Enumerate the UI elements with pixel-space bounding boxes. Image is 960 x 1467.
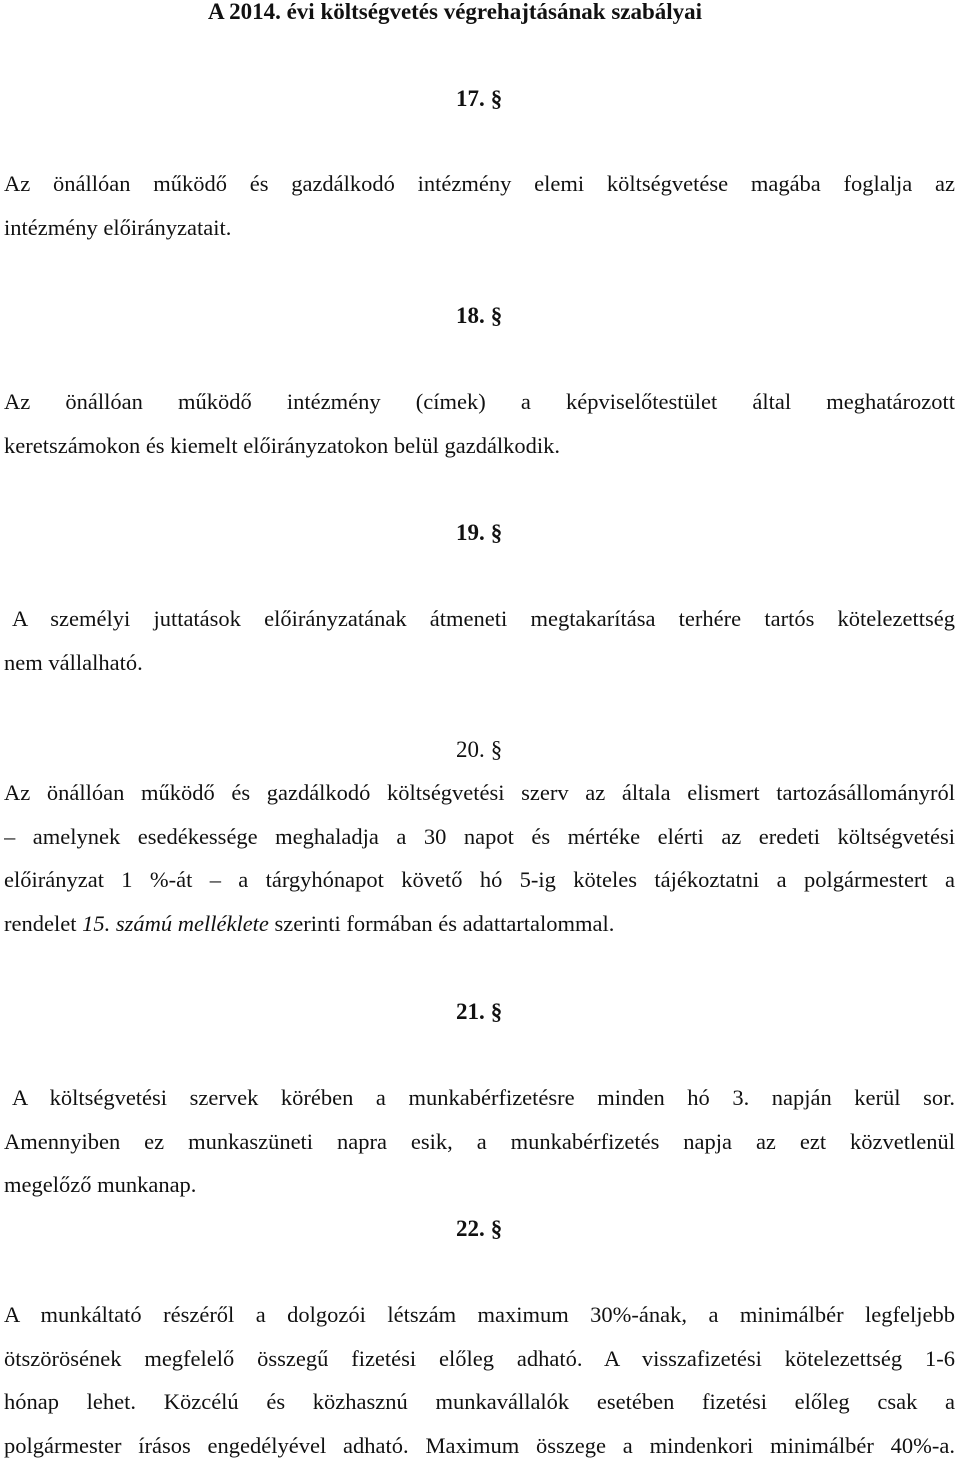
- section-body-17: [4, 162, 955, 249]
- body-line: megelőző munkanap.: [4, 1163, 955, 1207]
- body-line: hónap lehet. Közcélú és közhasznú munkavállalók esetében fizetési előleg csak a: [4, 1380, 955, 1424]
- annex-reference: 15. számú melléklete: [82, 911, 269, 936]
- paragraph-symbol: §: [491, 303, 503, 328]
- body-line-last: [4, 902, 955, 946]
- section-number: 18.: [456, 303, 485, 328]
- paragraph-symbol: §: [491, 1216, 503, 1241]
- section-heading-22: [456, 1215, 502, 1243]
- body-line: A munkáltató részéről a dolgozói létszám maximum 30%-ának, a minimálbér legfeljebb: [4, 1293, 955, 1337]
- section-number: 21.: [456, 999, 485, 1024]
- paragraph-symbol: §: [491, 520, 503, 545]
- body-line: – amelynek esedékessége meghaladja a 30 napot és mértéke elérti az eredeti költségvetési: [4, 815, 955, 859]
- section-body-20: [4, 771, 955, 945]
- paragraph-symbol: §: [491, 737, 503, 762]
- body-line: A költségvetési szervek körében a munkabérfizetésre minden hó 3. napján kerül sor.: [4, 1076, 955, 1120]
- text-fragment: szerinti formában és adattartalommal.: [269, 911, 615, 936]
- section-heading-19: [456, 519, 502, 547]
- body-line: Az önállóan működő intézmény (címek) a képviselőtestület által meghatározott: [4, 380, 955, 424]
- body-line: Amennyiben ez munkaszüneti napra esik, a munkabérfizetés napja az ezt közvetlenül: [4, 1120, 955, 1164]
- section-number: 17.: [456, 86, 485, 111]
- section-body-19: [12, 597, 955, 684]
- body-line: keretszámokon és kiemelt előirányzatokon belül gazdálkodik.: [4, 424, 955, 468]
- body-line: A személyi juttatások előirányzatának átmeneti megtakarítása terhére tartós kötelezettség: [12, 597, 955, 641]
- body-line: előirányzat 1 %-át – a tárgyhónapot követő hó 5-ig köteles tájékoztatni a polgármestert a: [4, 858, 955, 902]
- body-line: ötszörösének megfelelő összegű fizetési előleg adható. A visszafizetési kötelezettség 1-6: [4, 1337, 955, 1381]
- section-heading-18: [456, 302, 502, 330]
- body-line: Az önállóan működő és gazdálkodó költségvetési szerv az általa elismert tartozásállományról: [4, 771, 955, 815]
- section-heading-21: [456, 998, 502, 1026]
- body-line: intézmény előirányzatait.: [4, 206, 955, 250]
- body-line: Az önállóan működő és gazdálkodó intézmény elemi költségvetése magába foglalja az: [4, 162, 955, 206]
- section-heading-17: [456, 85, 502, 113]
- section-body-18: [4, 380, 955, 467]
- body-line: nem vállalható.: [4, 641, 955, 685]
- document-title: A 2014. évi költségvetés végrehajtásának szabályai: [208, 0, 702, 26]
- paragraph-symbol: §: [491, 999, 503, 1024]
- text-fragment: rendelet: [4, 911, 82, 936]
- section-number: 19.: [456, 520, 485, 545]
- paragraph-symbol: §: [491, 86, 503, 111]
- section-number: 20.: [456, 737, 485, 762]
- body-line: polgármester írásos engedélyével adható. Maximum összege a mindenkori minimálbér 40%-a.: [4, 1424, 955, 1467]
- section-body-21: [4, 1076, 955, 1207]
- section-number: 22.: [456, 1216, 485, 1241]
- section-heading-20: [456, 736, 502, 764]
- section-body-22: [4, 1293, 955, 1467]
